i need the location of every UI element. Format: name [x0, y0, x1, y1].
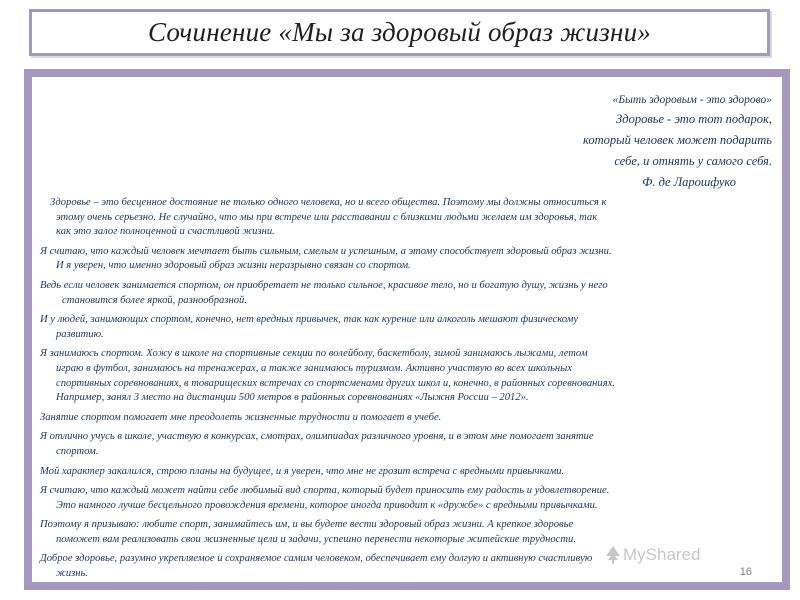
- paragraph: [40, 196, 774, 240]
- paragraph-line: Здоровье – это бесценное достояние не только одного человека, но и всего общества. Поэтому мы должны относиться к: [50, 197, 607, 208]
- paragraph-line: развитию.: [56, 328, 104, 340]
- paragraph-line: Я считаю, что каждый может найти себе любимый вид спорта, который будет приносить ему радость и удовлетворение.: [40, 485, 610, 497]
- epigraph: [40, 91, 772, 193]
- paragraph-line: Занятие спортом помогает мне преодолеть жизненные трудности и помогает в учебе.: [40, 411, 442, 423]
- paragraph-line: Я занимаюсь спортом. Хожу в школе на спортивные секции по волейболу, баскетболу, зимой занимаюсь лыжами, летом: [40, 348, 588, 360]
- paragraph: [40, 347, 774, 405]
- paragraph-line: И у людей, занимающих спортом, конечно, нет вредных привычек, так как курение или алкоголь мешают физическому: [40, 314, 579, 326]
- paragraph: [40, 484, 774, 513]
- paragraph-line: Ведь если человек занимается спортом, он приобретает не только сильное, красивое тело, но и богатую душу, жизнь у него: [40, 279, 608, 291]
- paragraph-line: Доброе здоровье, разумно укрепляемое и сохраняемое самим человеком, обеспечивает ему долгую и активную счастливую: [40, 553, 593, 565]
- paragraph: [40, 430, 774, 459]
- paragraph: [40, 518, 774, 547]
- paragraph-line: Мой характер закалился, строю планы на будущее, и я уверен, что мне не грозит встреча с вредными привычками.: [40, 465, 565, 477]
- essay-body: [40, 83, 774, 578]
- paragraph-line: Поэтому я призываю: любите спорт, занимайтесь им, и вы будете вести здоровый образ жизни. А крепкое здоровье: [40, 519, 574, 531]
- paragraph: [40, 279, 774, 308]
- epigraph-line: себе, и отнять у самого себя.: [614, 154, 772, 168]
- paragraph-line: становится более яркой, разнообразной.: [62, 294, 247, 306]
- tree-icon: [606, 546, 620, 564]
- paragraph-line: поможет вам реализовать свои жизненные цели и задачи, успешно перенести некоторые житейские трудности.: [56, 533, 576, 545]
- watermark-text: MyShared: [623, 545, 701, 564]
- paragraph: [40, 465, 774, 480]
- paragraphs: [40, 196, 774, 582]
- paragraph-line: этому очень серьезно. Не случайно, что мы при встрече или расставании с близкими людьми желаем им здоровья, так: [56, 211, 598, 223]
- epigraph-line: «Быть здоровым - это здорово»: [612, 94, 772, 106]
- paragraph: [40, 245, 774, 274]
- paragraph-line: Я считаю, что каждый человек мечтает быть сильным, смелым и успешным, а этому способствует здоровый образ жизни.: [40, 245, 612, 257]
- paragraph-line: Я отлично учусь в школе, участвую в конкурсах, смотрах, олимпиадах различного уровня, и в этом мне помогает занятие: [40, 431, 594, 443]
- content-frame: [24, 69, 790, 590]
- paragraph-line: жизнь.: [56, 568, 89, 580]
- paragraph-line: И я уверен, что именно здоровый образ жизни неразрывно связан со спортом.: [56, 260, 411, 272]
- title-frame: [29, 9, 770, 56]
- epigraph-line: который человек может подарить: [582, 133, 772, 147]
- paragraph-line: играю в футбол, занимаюсь на тренажерах, а также занимаюсь туризмом. Активно участвую во всех школьных: [56, 362, 573, 374]
- slide-title: Сочинение «Мы за здоровый образ жизни»: [148, 17, 651, 47]
- epigraph-line: Здоровье - это тот подарок,: [615, 112, 772, 126]
- paragraph: [40, 411, 774, 426]
- paragraph-line: спортом.: [56, 445, 99, 457]
- watermark: [606, 545, 700, 565]
- paragraph-line: спортивных соревнованиях, в товарищеских встречах со спортсменами других школ и, конечно, в районных соревнованиях.: [56, 377, 615, 389]
- paragraph-line: Например, занял 3 место на дистанции 500 метров в районных соревнованиях «Лыжня России – 2012».: [56, 392, 529, 404]
- paragraph-line: как это залог полноценной и счастливой жизни.: [56, 226, 275, 238]
- page-number: 16: [739, 566, 752, 578]
- epigraph-author: Ф. де Ларошфуко: [642, 175, 736, 189]
- paragraph-line: Это намного лучше бесцельного провождения времени, которое иногда приводит к «дружбе» с вредными привычками.: [56, 499, 598, 511]
- paragraph: [40, 313, 774, 342]
